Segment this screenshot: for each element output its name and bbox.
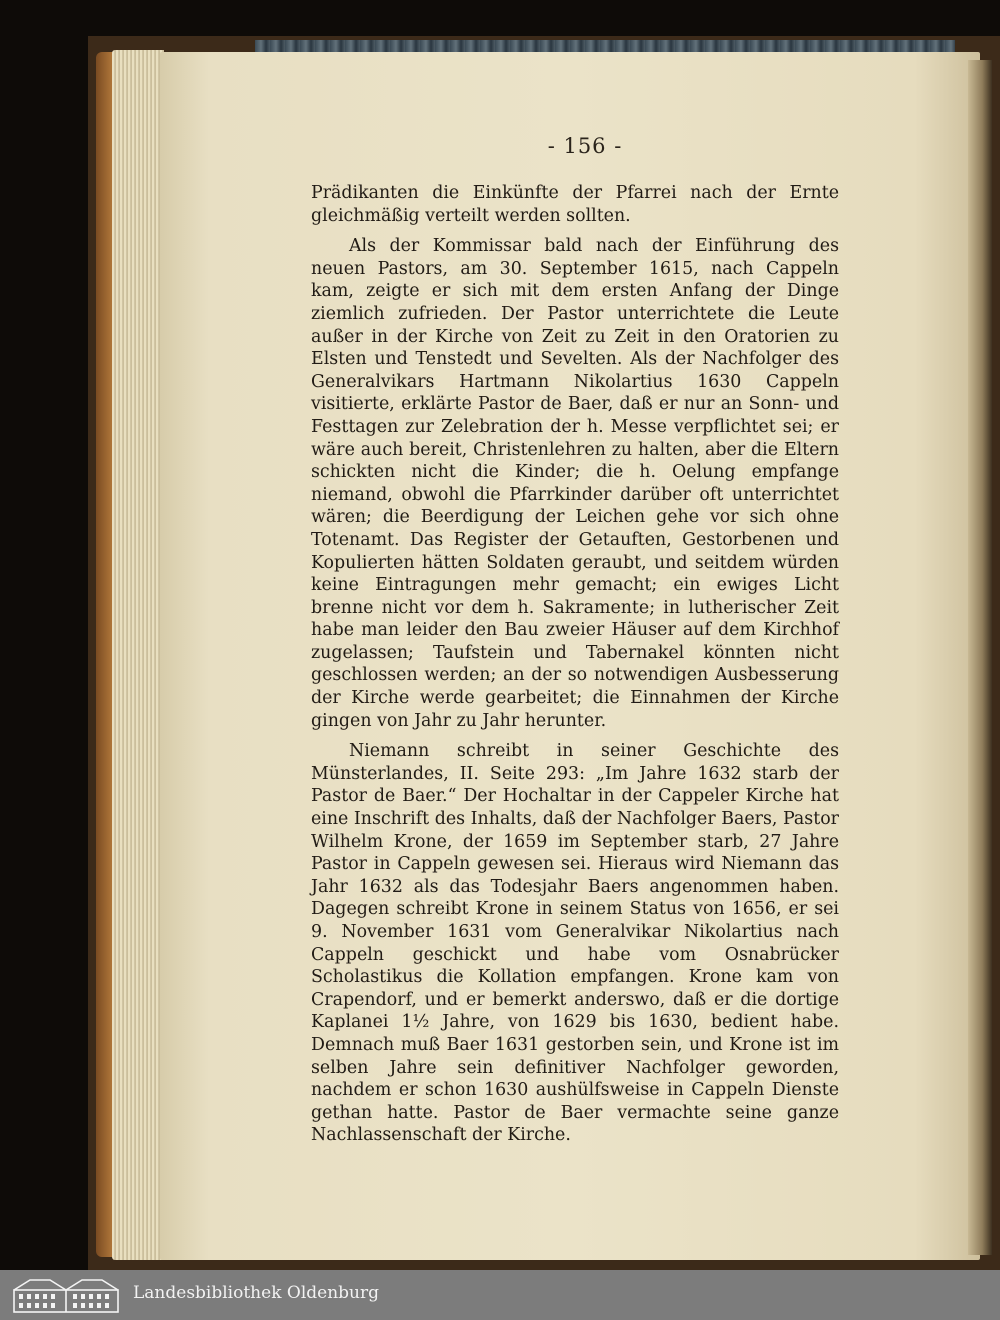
paragraph: Prädikanten die Einkünfte der Pfarrei nach der Ernte gleichmäßig verteilt werden sollten. bbox=[311, 183, 839, 226]
page-gutter bbox=[968, 60, 992, 1255]
page-edges bbox=[112, 50, 164, 1260]
paragraph: Als der Kommissar bald nach der Einführung des neuen Pastors, am 30. September 1615, nach Cappeln kam, zeigte er sich mit dem ersten Anfang der Dinge ziemlich zufrieden. Der Pastor unterrichtete die Leute außer in der Kirche von Zeit zu Zeit in den Oratorien zu Elsten und Tenstedt und Sevelten. Als der Nachfolger des Generalvikars Hartmann Nikolartius 1630 Cappeln visitierte, erklärte Pastor de Baer, daß er nur an Sonn- und Festtagen zur Zelebration der h. Messe verpflichtet sei; er wäre auch bereit, Christenlehren zu halten, aber die Eltern schickten nicht die Kinder; die h. Oelung empfange niemand, obwohl die Pfarrkinder darüber oft unterrichtet wären; die Beerdigung der Leichen gehe vor sich ohne Totenamt. Das Register der Getauften, Gestorbenen und Kopulierten hätten Soldaten geraubt, und seitdem würden keine Eintragungen mehr gemacht; ein ewiges Licht brenne nicht vor dem h. Sakramente; in lutherischer Zeit habe man leider den Bau zweier Häuser auf dem Kirchhof zugelassen; Taufstein und Tabernakel könnten nicht geschlossen werden; an der so notwendigen Ausbesserung der Kirche werde gearbeitet; die Einnahmen der Kirche gingen von Jahr zu Jahr herunter. bbox=[311, 236, 839, 731]
paragraph: Niemann schreibt in seiner Geschichte des Münsterlandes, II. Seite 293: „Im Jahre 1632 starb der Pastor de Baer.“ Der Hochaltar in der Cappeler Kirche hat eine Inschrift des Inhalts, daß der Nachfolger Baers, Pastor Wilhelm Krone, der 1659 im September starb, 27 Jahre Pastor in Cappeln gewesen sei. Hieraus wird Niemann das Jahr 1632 als das Todesjahr Baers angenommen haben. Dagegen schreibt Krone in seinem Status von 1656, er sei 9. November 1631 vom Generalvikar Nikolartius nach Cappeln geschickt und habe vom Osnabrücker Scholastikus die Kollation empfangen. Krone kam von Crapendorf, und er bemerkt anderswo, daß er die dortige Kaplanei 1½ Jahre, von 1629 bis 1630, bedient habe. Demnach muß Baer 1631 gestorben sein, und Krone ist im selben Jahre sein definitiver Nachfolger geworden, nachdem er schon 1630 aushülfsweise in Cappeln Dienste gethan hatte. Pastor de Baer vermachte seine ganze Nachlassenschaft der Kirche. bbox=[311, 741, 839, 1146]
library-building-icon[interactable] bbox=[10, 1276, 122, 1314]
page-number: - 156 - bbox=[547, 134, 623, 158]
page-body bbox=[311, 182, 839, 1155]
library-name[interactable]: Landesbibliothek Oldenburg bbox=[133, 1283, 380, 1303]
